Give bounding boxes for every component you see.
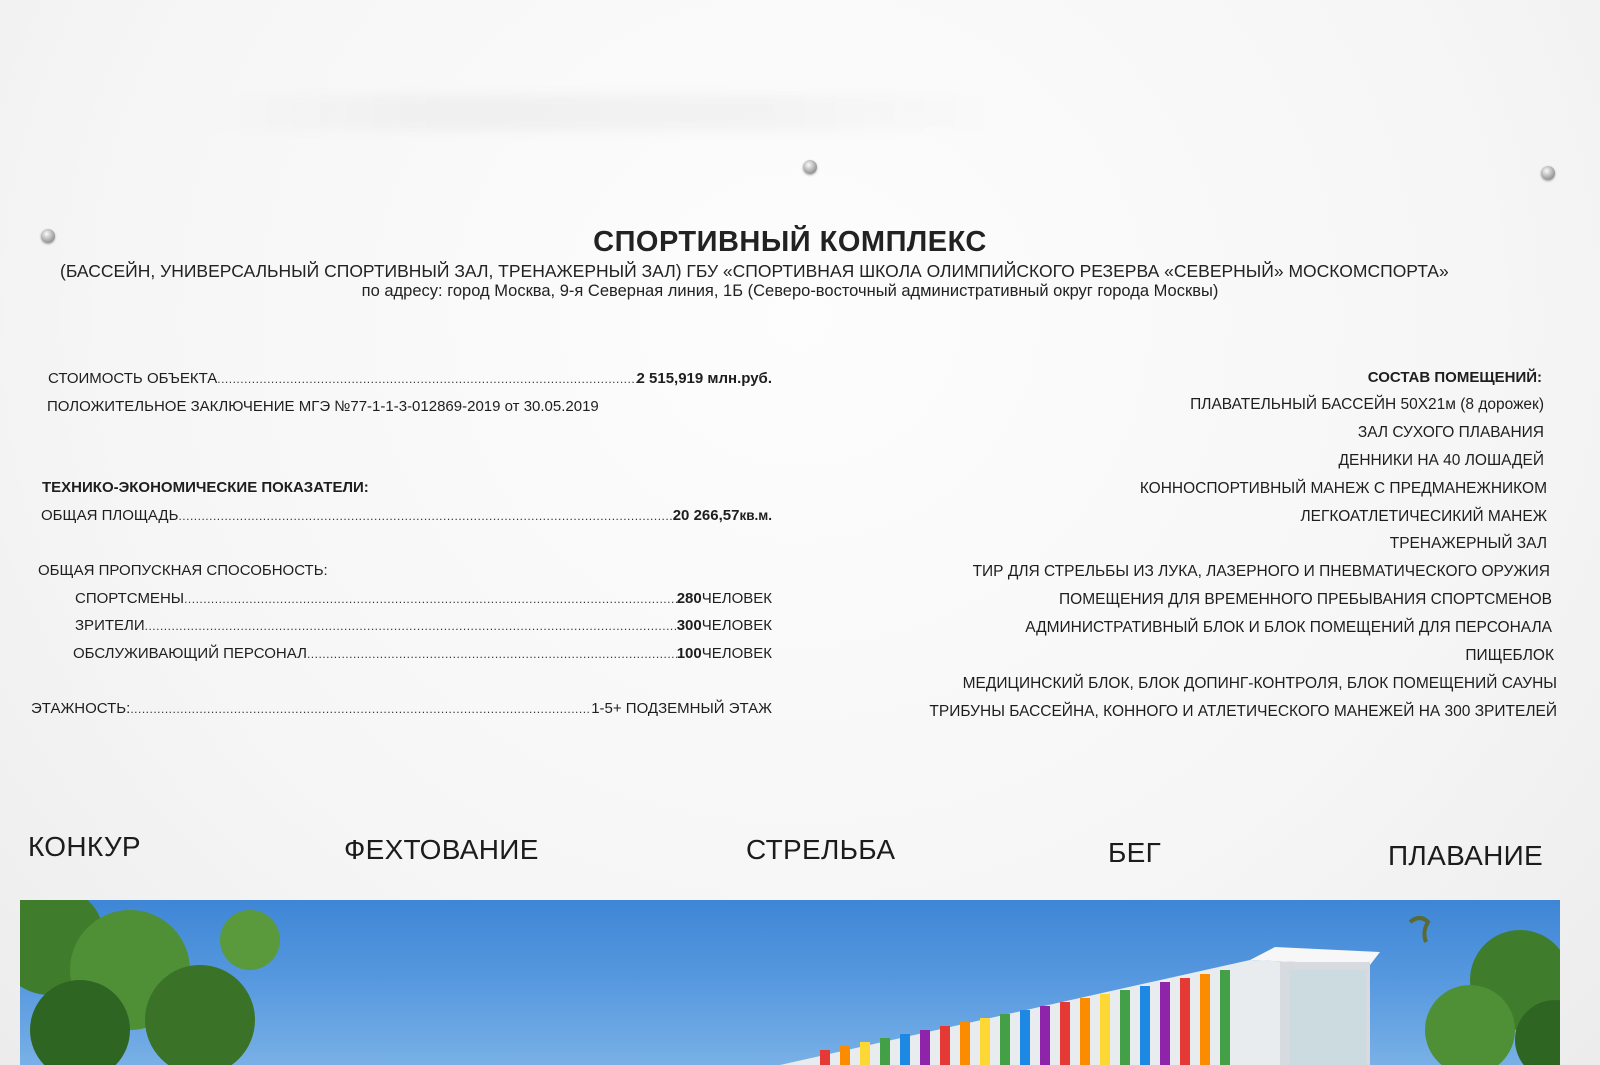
floors-value: 1-5+ ПОДЗЕМНЫЙ ЭТАЖ (591, 700, 772, 717)
spectators-unit: ЧЕЛОВЕК (701, 617, 772, 634)
room-item: ТРЕНАЖЕРНЫЙ ЗАЛ (1389, 535, 1547, 552)
spectators-label: ЗРИТЕЛИ (75, 617, 145, 634)
area-value: 20 266,57 (672, 507, 740, 524)
sport-label: КОНКУР (28, 831, 141, 862)
tree-right (1425, 930, 1560, 1065)
cost-row (48, 370, 772, 387)
athletes-value: 280 (676, 590, 702, 607)
leader-dots (145, 619, 677, 633)
room-item: ПИЩЕБЛОК (1465, 647, 1554, 664)
building-illustration (20, 900, 1560, 1065)
leaf-icon (1410, 918, 1428, 942)
cost-value: 2 515,919 млн.руб. (636, 370, 772, 387)
athletes-row (75, 590, 772, 607)
room-item: ПОМЕЩЕНИЯ ДЛЯ ВРЕМЕННОГО ПРЕБЫВАНИЯ СПОРТСМЕНОВ (1059, 591, 1552, 608)
expert-conclusion: ПОЛОЖИТЕЛЬНОЕ ЗАКЛЮЧЕНИЕ МГЭ №77-1-1-3-012869-2019 от 30.05.2019 (47, 398, 599, 415)
leader-dots (178, 509, 672, 523)
area-label: ОБЩАЯ ПЛОЩАДЬ (41, 507, 179, 524)
room-item: АДМИНИСТРАТИВНЫЙ БЛОК И БЛОК ПОМЕЩЕНИЙ ДЛЯ ПЕРСОНАЛА (1025, 619, 1552, 636)
building-photo (20, 900, 1560, 1065)
floors-label: ЭТАЖНОСТЬ: (31, 700, 131, 717)
rooms-heading: СОСТАВ ПОМЕЩЕНИЙ: (1367, 369, 1542, 386)
area-unit: кв.м. (739, 508, 772, 523)
tep-heading: ТЕХНИКО-ЭКОНОМИЧЕСКИЕ ПОКАЗАТЕЛИ: (42, 479, 369, 496)
staff-row (73, 645, 772, 662)
spectators-value: 300 (676, 617, 702, 634)
spectators-row (75, 617, 772, 634)
capacity-heading: ОБЩАЯ ПРОПУСКНАЯ СПОСОБНОСТЬ: (38, 562, 328, 579)
staff-label: ОБСЛУЖИВАЮЩИЙ ПЕРСОНАЛ (73, 645, 307, 662)
sport-label: ПЛАВАНИЕ (1388, 840, 1544, 871)
screw-icon (803, 160, 817, 174)
cost-label: СТОИМОСТЬ ОБЪЕКТА (48, 370, 218, 387)
staff-value: 100 (676, 645, 702, 662)
floors-row (31, 700, 772, 717)
room-item: КОННОСПОРТИВНЫЙ МАНЕЖ С ПРЕДМАНЕЖНИКОМ (1139, 480, 1547, 497)
athletes-label: СПОРТСМЕНЫ (75, 590, 185, 607)
athletes-unit: ЧЕЛОВЕК (701, 590, 772, 607)
area-row (41, 507, 772, 524)
room-item: МЕДИЦИНСКИЙ БЛОК, БЛОК ДОПИНГ-КОНТРОЛЯ, БЛОК ПОМЕЩЕНИЙ САУНЫ (962, 675, 1557, 692)
sign-address: по адресу: город Москва, 9-я Северная линия, 1Б (Северо-восточный административный округ города Москвы) (361, 282, 1219, 300)
faded-background-text (200, 95, 1000, 131)
sign-title: СПОРТИВНЫЙ КОМПЛЕКС (593, 226, 987, 258)
sign-subtitle: (БАССЕЙН, УНИВЕРСАЛЬНЫЙ СПОРТИВНЫЙ ЗАЛ, ТРЕНАЖЕРНЫЙ ЗАЛ) ГБУ «СПОРТИВНАЯ ШКОЛА ОЛИМПИЙСКОГО РЕЗЕРВА «СЕВЕРНЫЙ» МОСКОМСПОРТА» (60, 261, 1449, 281)
tree-left (20, 900, 280, 1065)
sport-label: СТРЕЛЬБА (746, 834, 896, 865)
screw-icon (1541, 166, 1555, 180)
leader-dots (130, 702, 591, 716)
room-item: ТИР ДЛЯ СТРЕЛЬБЫ ИЗ ЛУКА, ЛАЗЕРНОГО И ПНЕВМАТИЧЕСКОГО ОРУЖИЯ (972, 563, 1550, 580)
room-item: ТРИБУНЫ БАССЕЙНА, КОННОГО И АТЛЕТИЧЕСКОГО МАНЕЖЕЙ НА 300 ЗРИТЕЛЕЙ (929, 703, 1557, 720)
leader-dots (217, 372, 636, 386)
sport-label: БЕГ (1108, 837, 1162, 868)
room-item: ЗАЛ СУХОГО ПЛАВАНИЯ (1357, 424, 1544, 441)
leader-dots (184, 592, 677, 606)
sport-label: ФЕХТОВАНИЕ (344, 834, 539, 865)
room-item: ДЕННИКИ НА 40 ЛОШАДЕЙ (1338, 452, 1544, 469)
leader-dots (307, 647, 677, 661)
room-item: ЛЕГКОАТЛЕТИЧЕСИКИЙ МАНЕЖ (1300, 508, 1547, 525)
room-item: ПЛАВАТЕЛЬНЫЙ БАССЕЙН 50Х21м (8 дорожек) (1190, 396, 1544, 413)
staff-unit: ЧЕЛОВЕК (701, 645, 772, 662)
